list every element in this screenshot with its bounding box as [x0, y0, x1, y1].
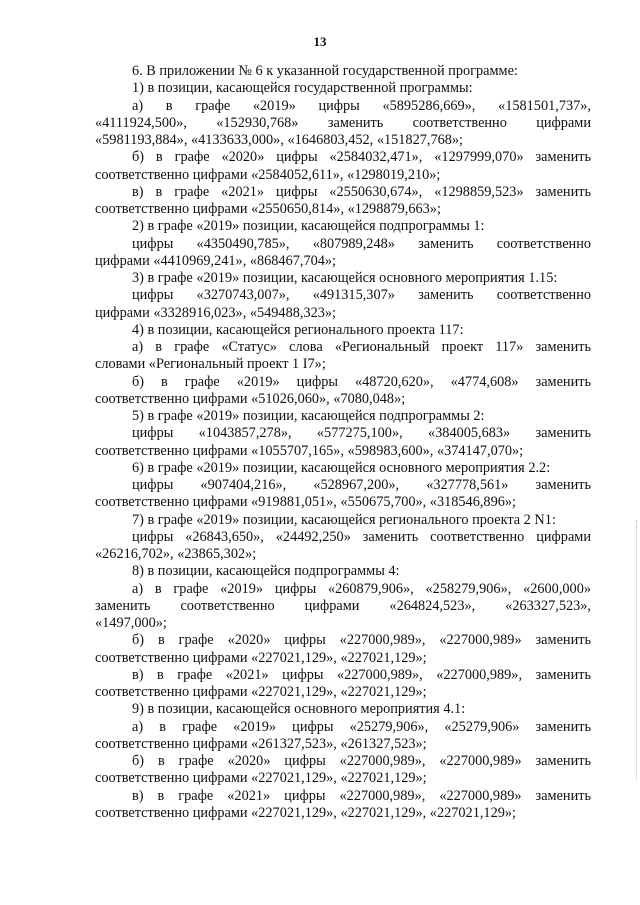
- text-line: в) в графе «2021» цифры «2550630,674», «1298859,523» заменить: [132, 183, 591, 200]
- text-line: «5981193,884», «4133633,000», «1646803,452, «151827,768»;: [95, 132, 464, 148]
- text-line: словами «Региональный проект 1 I7»;: [95, 356, 326, 373]
- text-line: 5) в графе «2019» позиции, касающейся подпрограммы 2:: [132, 408, 485, 424]
- text-line: а) в графе «2019» цифры «5895286,669», «1581501,737»,: [132, 97, 591, 114]
- text-line: «26216,702», «23865,302»;: [95, 546, 257, 562]
- text-line: 1) в позиции, касающейся государственной программы:: [132, 80, 473, 97]
- text-line: «4111924,500», «152930,768» заменить соответственно цифрами: [95, 114, 591, 131]
- text-line: соответственно цифрами «227021,129», «227021,129», «227021,129»;: [95, 804, 516, 821]
- text-line: цифрами «4410969,241», «868467,704»;: [95, 252, 337, 269]
- text-line: соответственно цифрами «2550650,814», «1298879,663»;: [95, 201, 441, 217]
- text-line: соответственно цифрами «51026,060», «7080,048»;: [95, 390, 406, 407]
- text-line: б) в графе «2020» цифры «227000,989», «227000,989» заменить: [132, 753, 591, 769]
- text-line: цифры «907404,216», «528967,200», «327778,561» заменить: [132, 477, 591, 493]
- text-line: цифры «4350490,785», «807989,248» заменить соответственно: [132, 235, 591, 252]
- text-line: 8) в позиции, касающейся подпрограммы 4:: [132, 563, 400, 580]
- page-number: 13: [313, 34, 327, 49]
- text-line: соответственно цифрами «227021,129», «227021,129»;: [95, 770, 427, 787]
- text-line: 4) в позиции, касающейся регионального проекта 117:: [132, 321, 464, 338]
- text-line: 6. В приложении № 6 к указанной государственной программе:: [132, 63, 518, 79]
- text-line: цифрами «3328916,023», «549488,323»;: [95, 304, 337, 321]
- text-line: соответственно цифрами «227021,129», «227021,129»;: [95, 649, 427, 666]
- scan-edge-artifact: [636, 520, 637, 780]
- text-line: цифры «26843,650», «24492,250» заменить соответственно цифрами: [132, 528, 591, 545]
- text-line: соответственно цифрами «227021,129», «227021,129»;: [95, 684, 427, 700]
- text-line: соответственно цифрами «2584052,611», «1298019,210»;: [95, 166, 441, 183]
- text-line: цифры «1043857,278», «577275,100», «384005,683» заменить: [132, 425, 591, 442]
- document-body: [95, 63, 591, 822]
- text-line: а) в графе «Статус» слова «Региональный проект 117» заменить: [132, 339, 591, 355]
- text-line: «1497,000»;: [95, 615, 167, 631]
- text-line: 3) в графе «2019» позиции, касающейся основного мероприятия 1.15:: [132, 270, 558, 286]
- text-line: в) в графе «2021» цифры «227000,989», «227000,989», заменить: [132, 666, 591, 683]
- text-line: 7) в графе «2019» позиции, касающейся регионального проекта 2 N1:: [132, 511, 556, 528]
- text-line: 9) в позиции, касающейся основного мероприятия 4.1:: [132, 701, 466, 718]
- text-line: б) в графе «2019» цифры «48720,620», «4774,608» заменить: [132, 373, 591, 390]
- text-line: соответственно цифрами «1055707,165», «598983,600», «374147,070»;: [95, 442, 524, 459]
- text-line: б) в графе «2020» цифры «2584032,471», «1297999,070» заменить: [132, 149, 591, 166]
- text-line: в) в графе «2021» цифры «227000,989», «227000,989» заменить: [132, 787, 591, 804]
- text-line: б) в графе «2020» цифры «227000,989», «227000,989» заменить: [132, 632, 591, 649]
- text-line: а) в графе «2019» цифры «260879,906», «258279,906», «2600,000»: [132, 580, 591, 597]
- text-line: соответственно цифрами «919881,051», «550675,700», «318546,896»;: [95, 494, 516, 511]
- text-line: 6) в графе «2019» позиции, касающейся основного мероприятия 2.2:: [132, 459, 551, 476]
- text-line: а) в графе «2019» цифры «25279,906», «25279,906» заменить: [132, 718, 591, 735]
- text-line: цифры «3270743,007», «491315,307» заменить соответственно: [132, 287, 591, 304]
- text-line: соответственно цифрами «261327,523», «261327,523»;: [95, 735, 427, 752]
- text-line: заменить соответственно цифрами «264824,523», «263327,523»,: [95, 597, 591, 614]
- text-line: 2) в графе «2019» позиции, касающейся подпрограммы 1:: [132, 218, 485, 235]
